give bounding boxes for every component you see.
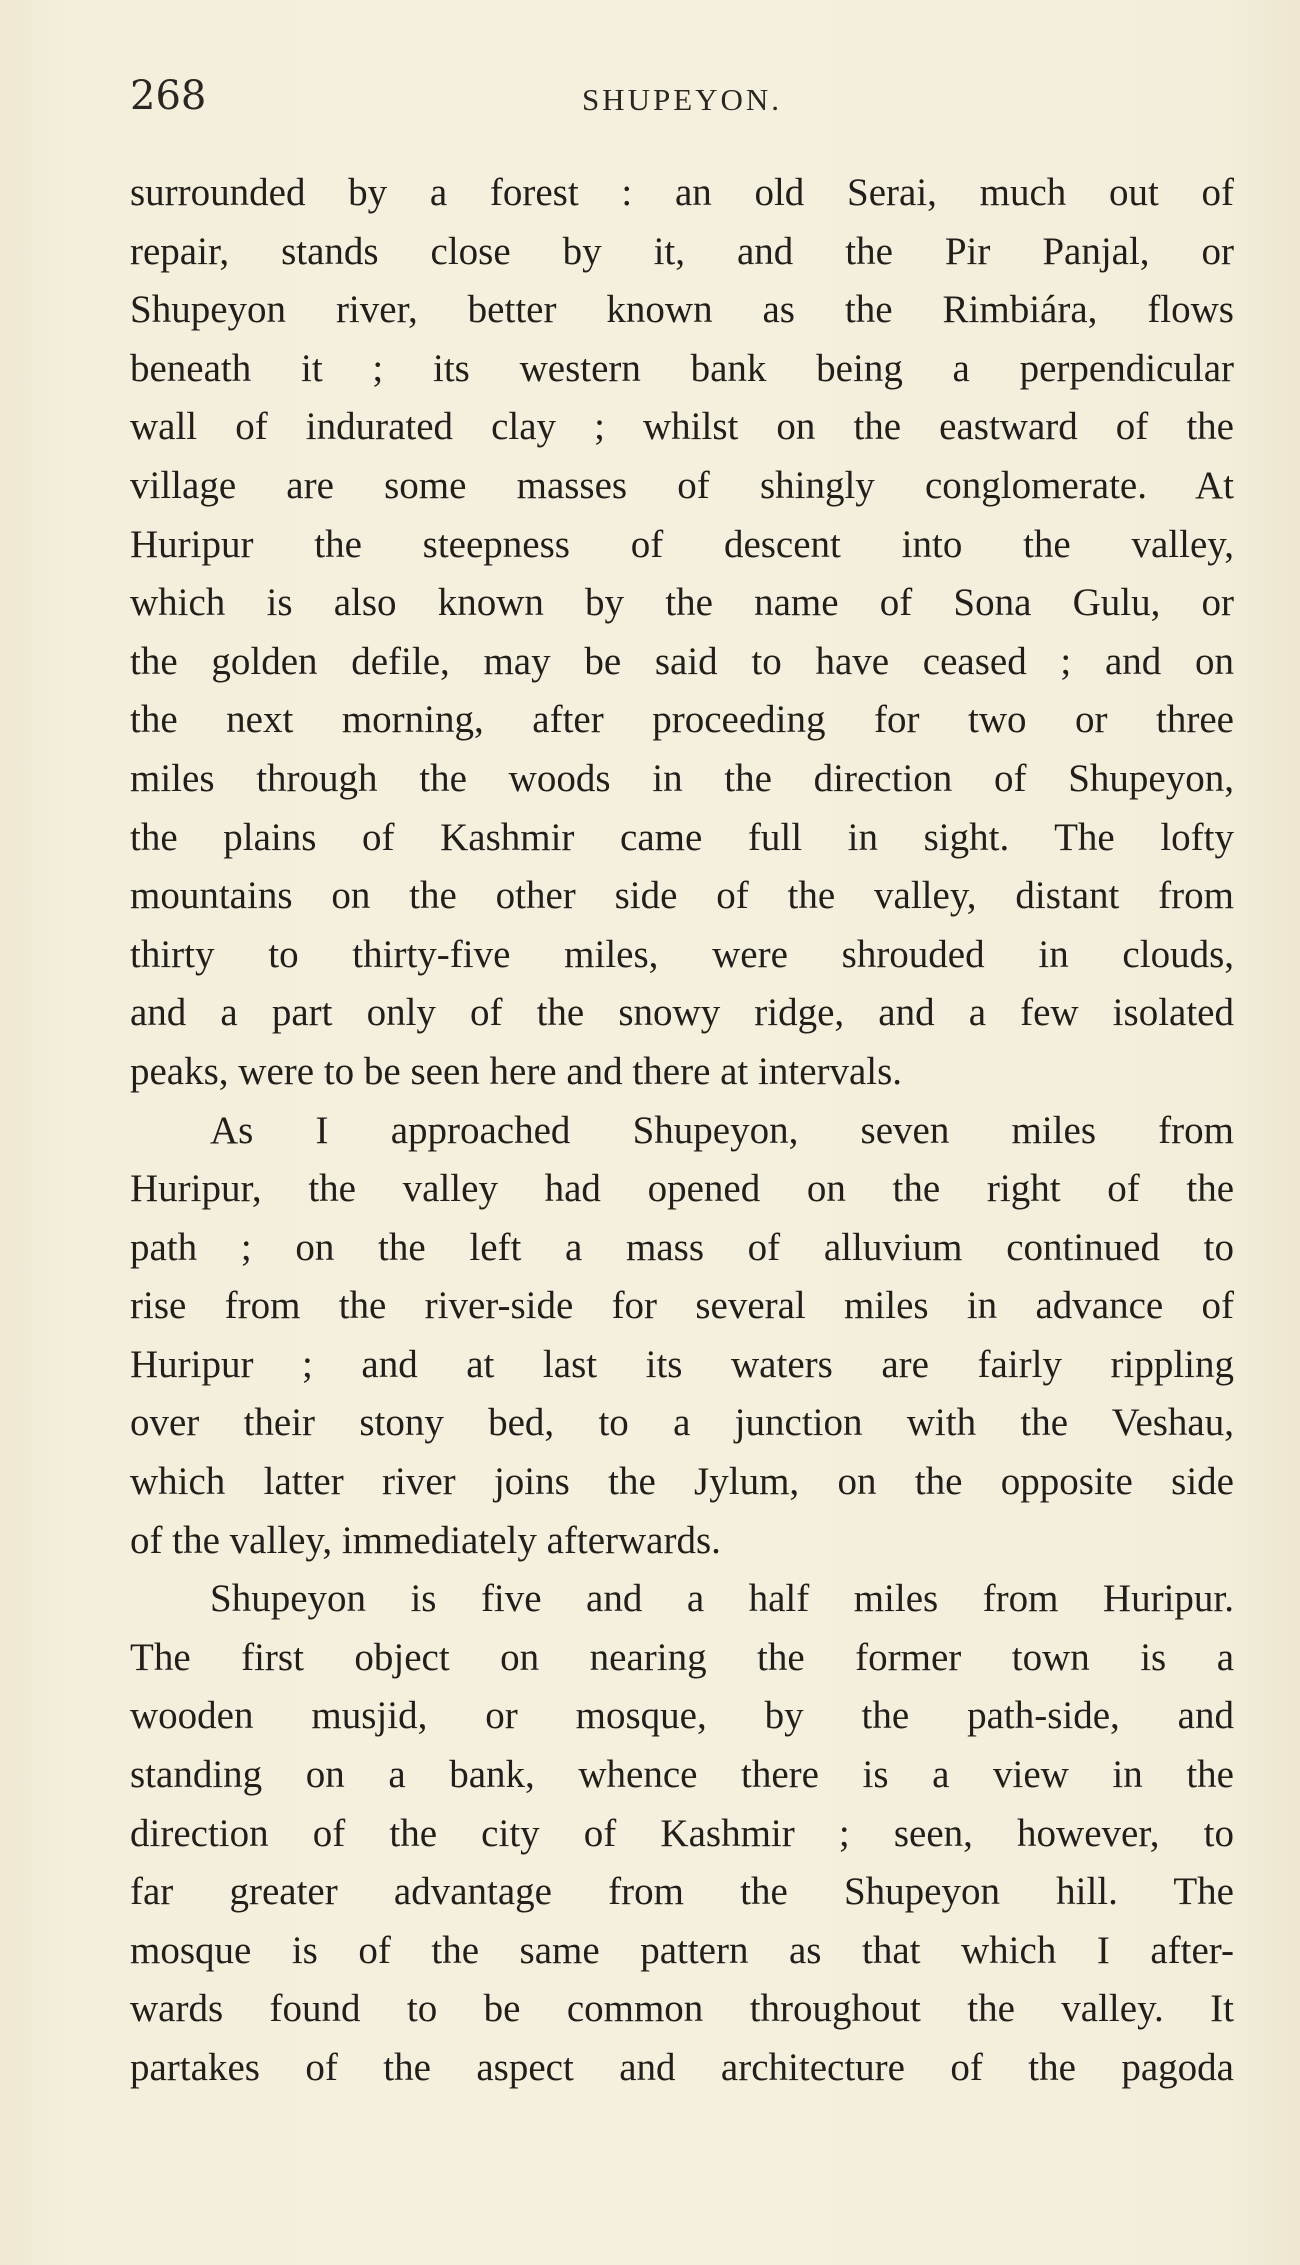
text-line: Huripur the steepness of descent into the valley, [130,522,1234,566]
paragraph-end-line: of the valley, immediately afterwards. [130,1518,721,1562]
text-line: The first object on nearing the former town is a [130,1635,1234,1679]
text-line: rise from the river-side for several miles in advance of [130,1284,1234,1328]
text-line: miles through the woods in the direction of Shupeyon, [130,756,1234,800]
running-head [130,66,1234,126]
text-line: mosque is of the same pattern as that which I after- [130,1928,1234,1972]
text-line: partakes of the aspect and architecture of the pagoda [130,2046,1234,2089]
text-line: the next morning, after proceeding for two or three [130,698,1234,742]
text-line: which is also known by the name of Sona Gulu, or [130,581,1234,625]
text-line: the plains of Kashmir came full in sight. The lofty [130,815,1234,859]
text-line: which latter river joins the Jylum, on the opposite side [130,1460,1234,1504]
paragraph-start-line: Shupeyon is five and a half miles from Huripur. [210,1577,1234,1621]
page-number: 268 [130,73,207,119]
text-line: surrounded by a forest : an old Serai, much out of [130,171,1234,214]
text-line: repair, stands close by it, and the Pir Panjal, or [130,229,1234,273]
text-line: standing on a bank, whence there is a view in the [130,1753,1234,1797]
text-line: the golden defile, may be said to have ceased ; and on [130,639,1234,683]
text-line: wall of indurated clay ; whilst on the eastward of the [130,405,1234,449]
text-line: Shupeyon river, better known as the Rimbiára, flows [130,288,1234,332]
text-line: wards found to be common throughout the valley. It [130,1987,1234,2031]
text-line: over their stony bed, to a junction with the Veshau, [130,1401,1234,1445]
text-line: far greater advantage from the Shupeyon hill. The [130,1870,1234,1914]
text-line: wooden musjid, or mosque, by the path-side, and [130,1694,1234,1738]
text-line: village are some masses of shingly conglomerate. At [130,463,1234,507]
text-line: mountains on the other side of the valley, distant from [130,874,1234,918]
paragraph-end-line: peaks, were to be seen here and there at intervals. [130,1049,903,1093]
text-line: direction of the city of Kashmir ; seen, however, to [130,1811,1234,1855]
running-title: SHUPEYON. [581,82,783,117]
text-line: and a part only of the snowy ridge, and a few isolated [130,991,1234,1035]
text-line: beneath it ; its western bank being a perpendicular [130,346,1234,390]
paragraph-start-line: As I approached Shupeyon, seven miles from [210,1108,1234,1152]
text-line: Huripur ; and at last its waters are fairly rippling [130,1342,1234,1386]
text-line: Huripur, the valley had opened on the right of the [130,1167,1234,1211]
body-text [130,164,1234,2098]
text-line: thirty to thirty-five miles, were shrouded in clouds, [130,932,1234,976]
text-line: path ; on the left a mass of alluvium continued to [130,1225,1234,1269]
